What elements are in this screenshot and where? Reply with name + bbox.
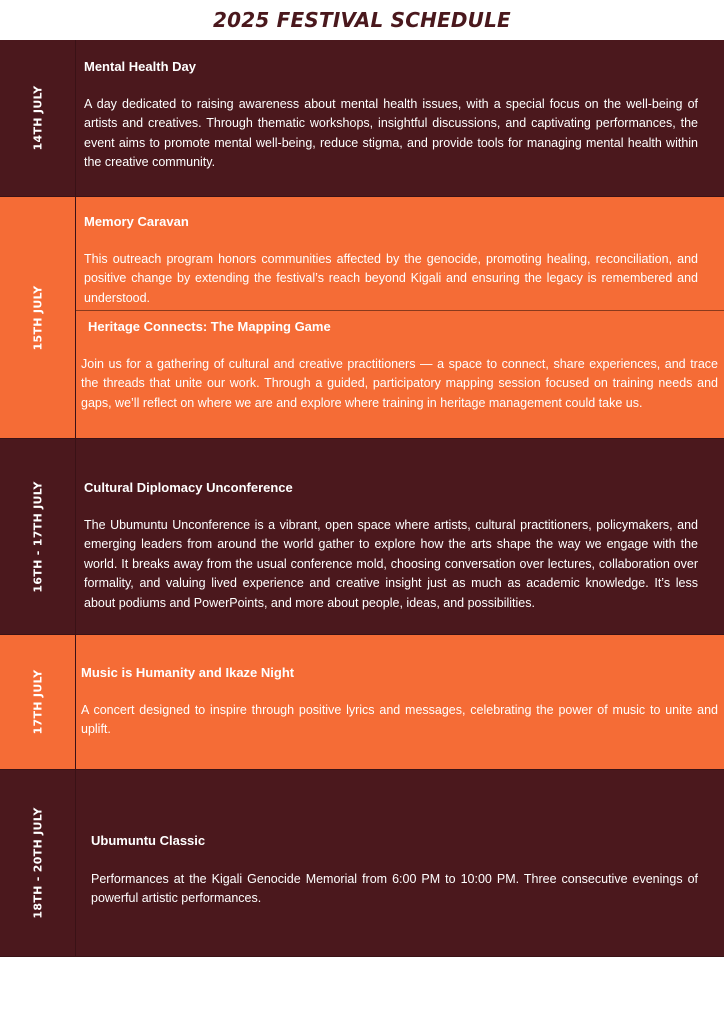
event-title: Mental Health Day (84, 59, 196, 74)
event-description: The Ubumuntu Unconference is a vibrant, open space where artists, cultural practitioners, policymakers, and emerging leaders from around the world gather to explore how the arts shape the way we engage with the world. It breaks away from the usual conference mold, choosing conversation over lectures, collaboration over formality, and valuing lived experience and creative insight just as much as academic knowledge. It’s less about podiums and PowerPoints, and more about people, ideas, and possibilities. (84, 518, 698, 610)
event-description: Join us for a gathering of cultural and creative practitioners — a space to connect, share experiences, and trace the threads that unite our work. Through a guided, participatory mapping session focused on training needs and gaps, we’ll reflect on where we are and explore where training in heritage management could take us. (81, 357, 718, 410)
schedule-row-15th-july (0, 197, 724, 439)
event-description: A day dedicated to raising awareness about mental health issues, with a special focus on the well-being of artists and creatives. Through thematic workshops, insightful discussions, and captivating performances, the event aims to promote mental well-being, reduce stigma, and provide tools for managing mental health within the creative community. (84, 97, 698, 170)
date-column (0, 40, 76, 196)
schedule-row-14th-july (0, 40, 724, 197)
date-label: 16TH - 17TH JULY (31, 480, 45, 593)
page-title: 2025 FESTIVAL SCHEDULE (213, 8, 511, 32)
schedule-row-16th-17th-july (0, 439, 724, 635)
event-title: Cultural Diplomacy Unconference (84, 480, 293, 495)
event-content (76, 770, 724, 956)
event-title: Memory Caravan (84, 214, 189, 229)
event-content (76, 40, 724, 196)
event-divider (76, 310, 724, 311)
date-column (0, 197, 76, 438)
date-label: 14TH JULY (31, 85, 45, 151)
schedule-row-18th-20th-july (0, 770, 724, 957)
event-description: A concert designed to inspire through positive lyrics and messages, celebrating the power of music to unite and uplift. (81, 703, 718, 737)
event-description: This outreach program honors communities affected by the genocide, promoting healing, reconciliation, and positive change by extending the festival’s reach beyond Kigali and ensuring the legacy is remembered and understood. (84, 252, 698, 305)
event-title: Heritage Connects: The Mapping Game (88, 319, 331, 334)
event-description: Performances at the Kigali Genocide Memorial from 6:00 PM to 10:00 PM. Three consecutive evenings of powerful artistic performances. (91, 872, 698, 906)
event-title: Music is Humanity and Ikaze Night (81, 665, 295, 680)
date-column (0, 770, 76, 956)
event-title: Ubumuntu Classic (91, 833, 206, 848)
event-content (76, 635, 724, 769)
date-label: 15TH JULY (31, 285, 45, 350)
event-content (76, 439, 724, 634)
event-content (76, 197, 724, 438)
date-column (0, 635, 76, 769)
date-label: 17TH JULY (31, 669, 45, 735)
date-label: 18TH - 20TH JULY (31, 807, 45, 919)
date-column (0, 439, 76, 634)
schedule-row-17th-july (0, 635, 724, 770)
